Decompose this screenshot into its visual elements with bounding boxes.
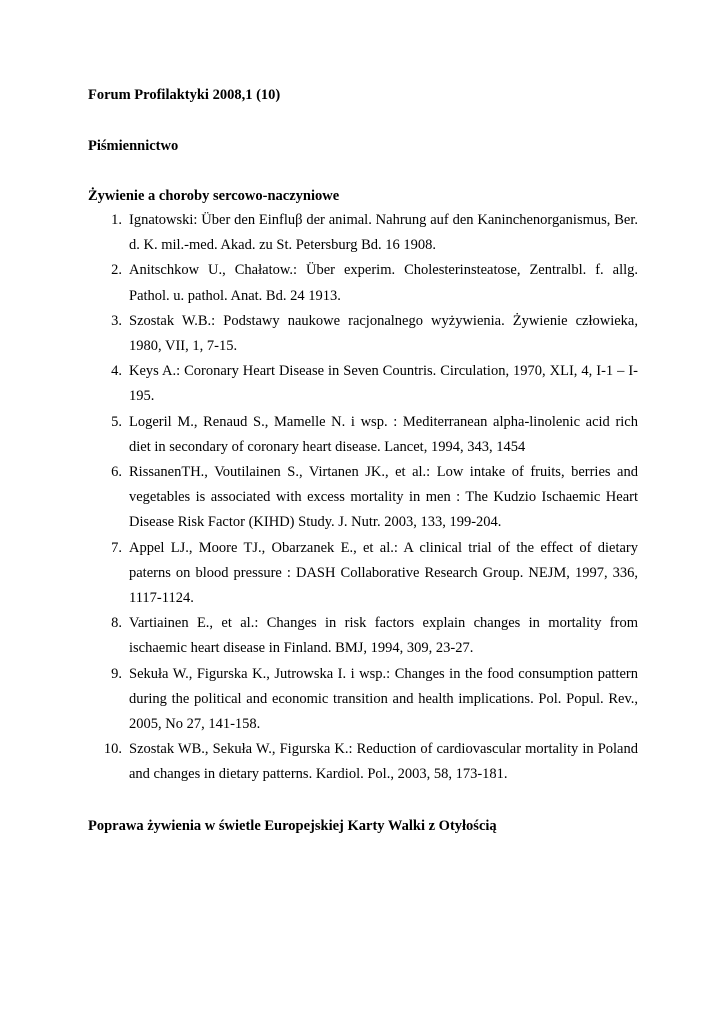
reference-item — [0, 208, 724, 258]
reference-text: RissanenTH., Voutilainen S., Virtanen JK., et al.: Low intake of fruits, berries and vegetables is associated with excess mortality in men : The Kudzio Ischaemic Heart Disease Risk Factor (KIHD) Study. J. Nutr. 2003, 133, 199-204. — [129, 464, 638, 531]
reference-number: 3. — [111, 312, 122, 329]
reference-item — [0, 460, 724, 536]
reference-item — [0, 359, 724, 409]
reference-text: Sekuła W., Figurska K., Jutrowska I. i wsp.: Changes in the food consumption pattern during the political and economic transition and health implications. Pol. Popul. Rev., 2005, No 27, 141-158. — [129, 665, 638, 733]
reference-item — [0, 536, 724, 612]
reference-list — [0, 208, 724, 788]
reference-number: 4. — [111, 363, 122, 380]
reference-text: Ignatowski: Über den Einfluβ der animal. Nahrung auf den Kaninchenorganismus, Ber. d. K. mil.-med. Akad. zu St. Petersburg Bd. 16 1908. — [129, 212, 638, 254]
reference-text: Logeril M., Renaud S., Mamelle N. i wsp. : Mediterranean alpha-linolenic acid rich diet in secondary of coronary heart disease. Lancet, 1994, 343, 1454 — [129, 413, 638, 455]
reference-number: 9. — [111, 665, 122, 682]
reference-number: 5. — [111, 413, 122, 430]
reference-number: 2. — [111, 262, 122, 279]
reference-item — [0, 611, 724, 661]
reference-number: 10. — [103, 741, 122, 758]
section-heading-obesity-charter: Poprawa żywienia w świetle Europejskiej Karty Walki z Otyłością — [88, 818, 497, 834]
reference-text: Anitschkow U., Chałatow.: Über experim. Cholesterinsteatose, Zentralbl. f. allg. Pathol. u. pathol. Anat. Bd. 24 1913. — [129, 262, 638, 304]
reference-text: Vartiainen E., et al.: Changes in risk factors explain changes in mortality from ischaemic heart disease in Finland. BMJ, 1994, 309, 23-27. — [129, 615, 638, 657]
reference-number: 7. — [111, 539, 122, 556]
reference-text: Appel LJ., Moore TJ., Obarzanek E., et al.: A clinical trial of the effect of dietary paterns on blood pressure : DASH Collaborative Research Group. NEJM, 1997, 336, 1117-1124. — [129, 539, 638, 607]
reference-number: 6. — [111, 464, 122, 481]
reference-item — [0, 662, 724, 738]
reference-text: Szostak WB., Sekuła W., Figurska K.: Reduction of cardiovascular mortality in Poland and changes in dietary patterns. Kardiol. Pol., 2003, 58, 173-181. — [129, 741, 638, 783]
reference-item — [0, 309, 724, 359]
reference-text: Keys A.: Coronary Heart Disease in Seven Countris. Circulation, 1970, XLI, 4, I-1 – I-195. — [129, 363, 638, 405]
reference-item — [0, 258, 724, 308]
reference-item — [0, 410, 724, 460]
reference-text: Szostak W.B.: Podstawy naukowe racjonalnego wyżywienia. Żywienie człowieka, 1980, VII, 1, 7-15. — [129, 312, 638, 355]
reference-number: 8. — [111, 615, 122, 632]
bibliography-heading: Piśmiennictwo — [88, 138, 179, 154]
reference-number: 1. — [111, 212, 122, 228]
reference-item — [0, 737, 724, 787]
section-heading-nutrition-cardio: Żywienie a choroby sercowo-naczyniowe — [88, 188, 340, 204]
journal-header: Forum Profilaktyki 2008,1 (10) — [88, 87, 281, 103]
